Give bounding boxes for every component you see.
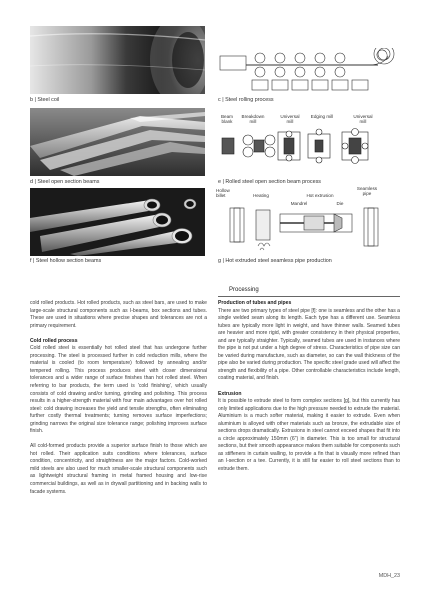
figure-g-caption: g | Hot extruded steel seamless pipe production (218, 258, 332, 264)
label-heating: Heating (253, 193, 269, 198)
beam-process-diagram (218, 128, 400, 174)
left-text-column (30, 300, 207, 504)
label-die: Die (336, 201, 344, 206)
figure-b-caption: b | Steel coil (30, 97, 60, 103)
cold-formed-paragraph: All cold-formed products provide a superior surface finish to those which are hot rolled. Their application suits conditions where tolerances, surface condition, concentricity, and straightness are the major factors. Cold-worked mild steels are also used for much smaller-scale structural components such as lightweight structural framing in metal framed housing and low-rise commercial buildings, as well as in drywall partitioning and in backing walls to facade systems. (30, 443, 207, 495)
label-edging-mill: Edging mill (310, 114, 334, 119)
extrusion-paragraph: It is possible to extrude steel to form complex sections [g], but this currently has only limited applications due to the high pressure needed to extrude the material. Aluminium is a much softer material, making it easier to extrude. Even when aluminium is alloyed with other materials such as bronze, the extrudable size of sections drops dramatically. Extrusions in steel cannot exceed shapes that fit into a circle approximately 150mm (6") in diameter. This is too small for structural sections, but their smooth appearance makes them suitable for components such as stiffeners in curtain walling, to provide a fin that is visually more refined than an I-section or a tee. Currently, it is still far easier to roll steel sections than to extrude them. (218, 398, 400, 472)
label-hollow-billet: Hollow billet (216, 188, 230, 199)
cold-rolled-heading: Cold rolled process (30, 337, 78, 344)
intro-paragraph: cold rolled products. Hot rolled products, such as steel bars, are used to make large-scale structural components such as I-beams, box sections and tubes. These are used in situations where precise shapes and tolerances are not a primary requirement. (30, 300, 207, 329)
label-seamless-pipe: Seamless pipe (356, 186, 378, 197)
page-number: MDH_23 (378, 573, 400, 579)
label-universal-mill-1: Universal mill (280, 114, 300, 125)
label-hot-extrusion: Hot extrusion (306, 193, 334, 198)
figure-f-caption: f | Steel hollow section beams (30, 258, 102, 264)
figure-c-caption: c | Steel rolling process (218, 97, 274, 103)
section-heading: Processing (229, 287, 259, 293)
tubes-paragraph: There are two primary types of steel pipe [f]: one is seamless and the other has a single welded seam along its length. Each type has a different use. Seamless tubes are typically more light in weight, and have thinner walls. Seamed tubes are heavier and more rigid, with greater consistency in their physical properties, and are typically straighter. Typically, seamed tubes are used in instances where the pipe is not put under a high degree of stress. Characteristics of pipe size can be varied during manufacture, such as diameter, so can the wall thickness of the pipe also be varied during production. The specific steel grade used will affect the strength and flexibility of a pipe. Other controllable characteristics include length, coating material, and finish. (218, 307, 400, 382)
figure-d-caption: d | Steel open section beams (30, 179, 100, 185)
rolling-process-diagram (218, 48, 400, 94)
label-universal-mill-2: Universal mill (353, 114, 373, 125)
cold-rolled-paragraph: Cold rolled steel is essentially hot rolled steel that has undergone further processing. The steel is processed further in cold reduction mills, where the material is cooled (to room temperature) followed by annealing and/or tempered rolling. This process produces steel with closer dimensional tolerances and a wider range of surface finishes than hot rolled steel. When referring to bar products, the term used is 'cold finishing', which usually consists of cold drawing and/or turning, grinding and polishing. This process results in a higher-strength material with four main advantages over hot rolled steel: cold drawing increases the yield and tensile strengths, often eliminating further costly thermal treatments; turning removes surface imperfections; grinding narrows the original size tolerance range; polishing improves surface finish. (30, 345, 207, 435)
figure-e-caption: e | Rolled steel open section beam process (218, 179, 321, 185)
label-mandrel: Mandrel (290, 201, 308, 206)
hollow-section-beams-photo (30, 188, 205, 256)
steel-coil-photo (30, 26, 205, 94)
right-text-column (218, 300, 400, 481)
tubes-heading: Production of tubes and pipes (218, 300, 292, 306)
extrusion-heading: Extrusion (218, 390, 242, 397)
section-rule (218, 296, 400, 297)
label-beam-blank: Beam blank (220, 114, 233, 125)
pipe-production-diagram (218, 206, 400, 254)
open-section-beams-photo (30, 108, 205, 176)
label-breakdown-mill: Breakdown mill (241, 114, 265, 125)
